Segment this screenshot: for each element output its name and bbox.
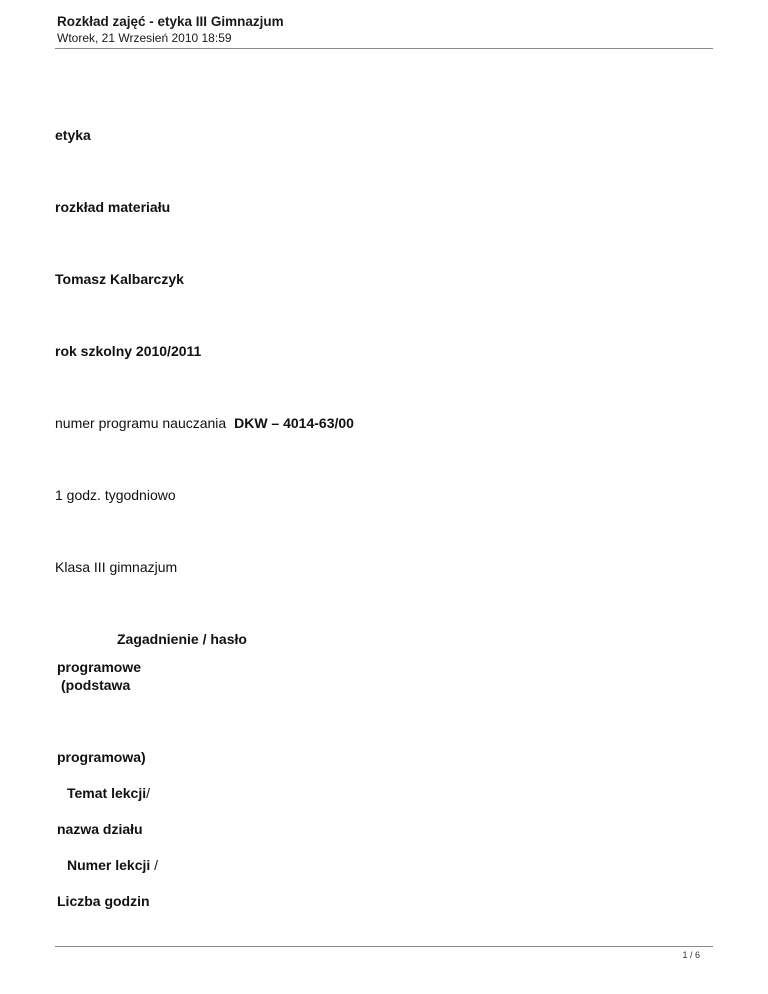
class-level: Klasa III gimnazjum: [55, 559, 178, 575]
lesson-title-slash: /: [146, 785, 151, 801]
weekly-hours: 1 godz. tygodniowo: [55, 487, 176, 503]
subject-heading: etyka: [55, 127, 91, 143]
page-number: 1 / 6: [682, 950, 700, 960]
document-date: Wtorek, 21 Wrzesień 2010 18:59: [57, 31, 232, 45]
footer-divider: [55, 946, 713, 947]
topic-header-line2: programowe: [57, 659, 142, 675]
document-title: Rozkład zajęć - etyka III Gimnazjum: [57, 14, 284, 29]
lesson-title-header-line2: nazwa działu: [57, 821, 143, 837]
lesson-title-label: Temat lekcji: [67, 785, 147, 801]
school-year: rok szkolny 2010/2011: [55, 343, 202, 359]
topic-header-line4: programowa): [57, 749, 146, 765]
topic-header-line1: Zagadnienie / hasło: [117, 631, 247, 647]
material-heading: rozkład materiału: [55, 199, 171, 215]
program-label: numer programu nauczania: [55, 415, 227, 431]
program-number-line: [55, 415, 354, 431]
topic-header-line3: (podstawa: [61, 677, 131, 693]
lesson-number-slash: /: [154, 857, 159, 873]
lesson-number-header-line2: Liczba godzin: [57, 893, 150, 909]
lesson-number-header: [67, 857, 158, 873]
header-divider: [55, 48, 713, 49]
lesson-number-label: Numer lekcji: [67, 857, 151, 873]
lesson-title-header: [67, 785, 150, 801]
program-number: DKW – 4014-63/00: [234, 415, 354, 431]
author-name: Tomasz Kalbarczyk: [55, 271, 184, 287]
